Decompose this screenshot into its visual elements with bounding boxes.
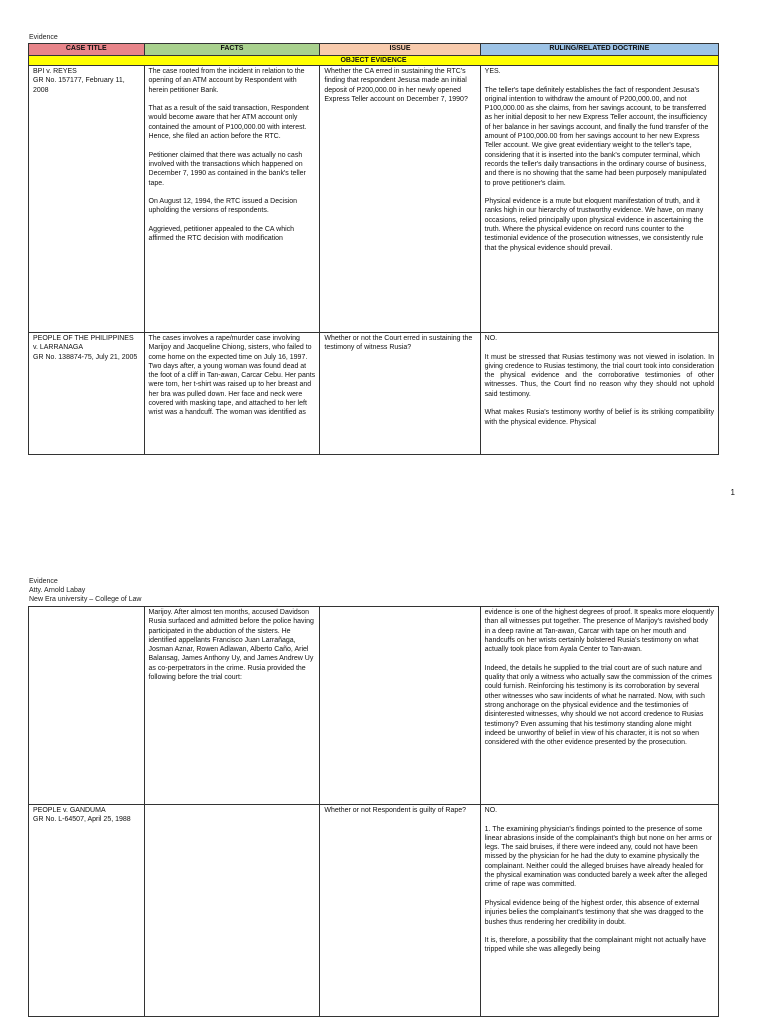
col-header-issue: ISSUE bbox=[320, 44, 480, 56]
facts-paragraph: The cases involves a rape/murder case involving Marijoy and Jacqueline Chiong, sisters, who failed to come home on the expected time on July 16, 1997. Two days after, a young woman was found dead at the foot of a cliff in Tan-awan, Carcar Cebu. Her pants were torn, her t-shirt was raised up to her breast and her bra was pulled down. Her face and neck were covered with masking tape, and attached to her left wrist was a handcuff. The woman was identified as bbox=[148, 335, 316, 417]
case-title-cell bbox=[29, 607, 145, 805]
issue-cell bbox=[320, 66, 480, 333]
ruling-verdict: NO. bbox=[484, 335, 498, 342]
col-header-facts: FACTS bbox=[144, 44, 320, 56]
case-citation: GR No. L-64507, April 25, 1988 bbox=[33, 816, 131, 824]
running-header: Evidence bbox=[29, 578, 58, 585]
table-row bbox=[29, 805, 719, 1017]
ruling-paragraph: The teller's tape definitely establishes the fact of respondent Jesusa's original intention to withdraw the amount of P200,000.00, and not P100,000.00 as she claims, from her savings account, to be transferred as her initial deposit to her new Express Teller account, the insufficiency of her balance in her savings account, and finally the fund transfer of the amount of P100,000.00 from her savings account to her new Express Teller account. We give great evidentiary weight to the teller's tape, considering that it is inserted into the bank's computer terminal, which records the teller's daily transactions in the ordinary course of business, and there is no showing that the same had been purposely manipulated to prove petitioner's claim. bbox=[484, 86, 709, 187]
issue-cell bbox=[320, 607, 480, 805]
ruling-paragraph: 1. The examining physician's findings pointed to the presence of some linear abrasions inside of the complainant's thigh but none on her arms or legs. The said bruises, if there were indeed any, could not have been missed by the physician for he had the duty to examine physically the complainant. Neither could the alleged bruises have already healed for the physical examination was conducted barely a week after the alleged crime of rape was committed. bbox=[484, 825, 713, 889]
ruling-paragraph: Physical evidence being of the highest order, this absence of external injuries belies the complainant's testimony that she was dragged to the bushes thus rendering her credibility in doubt. bbox=[484, 899, 704, 926]
facts-paragraph: Aggrieved, petitioner appealed to the CA which affirmed the RTC decision with modification bbox=[148, 226, 295, 243]
issue-text: Whether or not the Court erred in sustaining the testimony of witness Rusia? bbox=[324, 335, 473, 352]
header-row bbox=[29, 44, 719, 56]
ruling-paragraph: It must be stressed that Rusias testimony was not viewed in isolation. In giving credence to Rusias testimony, the trial court took into consideration the physical evidence and the corroborative testimonies of other witnesses. Thus, the Court find no reason why they should not uphold said testimony. bbox=[484, 353, 714, 398]
table-row bbox=[29, 333, 719, 455]
issue-text: Whether the CA erred in sustaining the RTC's finding that respondent Jesusa made an initial deposit of P200,000.00 in her newly opened Express Teller account on December 7, 1990? bbox=[324, 68, 468, 103]
case-name: PEOPLE OF THE PHILIPPINES v. LARRANAGA bbox=[33, 335, 134, 352]
author-line: Atty. Arnold Labay bbox=[29, 587, 86, 594]
facts-paragraph: The case rooted from the incident in relation to the opening of an ATM account by Respondent with herein petitioner Bank. bbox=[148, 68, 305, 94]
facts-cell bbox=[144, 607, 320, 805]
ruling-verdict: YES. bbox=[484, 68, 501, 75]
facts-paragraph: That as a result of the said transaction, Respondent would become aware that her ATM account only contained the amount of P100,000.00 with interest. Hence, she filed an action before the RTC. bbox=[148, 105, 309, 141]
issue-cell bbox=[320, 805, 480, 1017]
section-title: OBJECT EVIDENCE bbox=[29, 56, 719, 66]
case-title-cell bbox=[29, 66, 145, 333]
section-row bbox=[29, 56, 719, 66]
ruling-paragraph: What makes Rusia's testimony worthy of belief is its striking compatibility with the physical evidence. Physical bbox=[484, 409, 714, 426]
case-name: BPI v. REYES bbox=[33, 68, 77, 75]
ruling-cell bbox=[480, 805, 718, 1017]
case-digest-table-continued bbox=[28, 606, 719, 1017]
ruling-paragraph: Indeed, the details he supplied to the trial court are of such nature and quality that only a witness who actually saw the commission of the crimes could furnish. Reinforcing his testimony is its corroboration by several other witnesses who saw incidents of what he narrated. Now, with such strong anchorage on the physical evidence and the testimonies of disinterested witnesses, why should we not accord credence to Rusias testimony? Even assuming that his testimony standing alone might indeed be unworthy of belief in view of his character, it is not so when considered with the other evidence presented by the prosecution. bbox=[484, 664, 712, 747]
case-citation: GR No. 157177, February 11, 2008 bbox=[33, 77, 125, 94]
facts-paragraph: Petitioner claimed that there was actually no cash involved with the transactions which happened on December 7, 1990 as contained in the bank's teller tape. bbox=[148, 151, 306, 187]
col-header-ruling: RULING/RELATED DOCTRINE bbox=[480, 44, 718, 56]
facts-cell bbox=[144, 66, 320, 333]
ruling-cell bbox=[480, 333, 718, 455]
table-row bbox=[29, 66, 719, 333]
ruling-paragraph: evidence is one of the highest degrees of proof. It speaks more eloquently than all witnesses put together. The presence of Marijoy's ravished body in a deep ravine at Tan-awan, Carcar with tape on her mouth and handcuffs on her wrists certainly bolstered Rusia's testimony on what actually took place from Ayala Center to Tan-awan. bbox=[484, 609, 714, 654]
facts-cell bbox=[144, 333, 320, 455]
page-2 bbox=[0, 550, 768, 1024]
case-title-cell bbox=[29, 805, 145, 1017]
facts-paragraph: Marijoy. After almost ten months, accused Davidson Rusia surfaced and admitted before the police having participated in the abduction of the sisters. He identified appellants Francisco Juan Larrañaga, Josman Aznar, Rowen Adlawan, Alberto Caño, Ariel Balansag, James Anthony Uy, and James Andrew Uy as co-perpetrators in the crime. Rusia provided the following before the trial court: bbox=[148, 609, 314, 682]
running-header: Evidence bbox=[29, 34, 58, 41]
table-row bbox=[29, 607, 719, 805]
issue-text: Whether or not Respondent is guilty of Rape? bbox=[324, 807, 467, 814]
facts-cell bbox=[144, 805, 320, 1017]
case-name: PEOPLE v. GANDUMA bbox=[33, 807, 106, 814]
ruling-cell bbox=[480, 66, 718, 333]
ruling-verdict: NO. bbox=[484, 807, 498, 814]
ruling-paragraph: Physical evidence is a mute but eloquent manifestation of truth, and it ranks high in our hierarchy of trustworthy evidence. We have, on many occasions, relied principally upon physical evidence in ascertaining the truth. Where the physical evidence on record runs counter to the testimonial evidence of the prosecution witnesses, we consistently rule that the physical evidence should prevail. bbox=[484, 198, 704, 252]
case-citation: GR No. 138874-75, July 21, 2005 bbox=[33, 353, 138, 361]
case-digest-table bbox=[28, 43, 719, 455]
ruling-paragraph: It is, therefore, a possibility that the complainant might not actually have tripped while she was allegedly being bbox=[484, 937, 707, 954]
ruling-cell bbox=[480, 607, 718, 805]
case-title-cell bbox=[29, 333, 145, 455]
col-header-case-title: CASE TITLE bbox=[29, 44, 145, 56]
facts-paragraph: On August 12, 1994, the RTC issued a Decision upholding the versions of respondents. bbox=[148, 198, 298, 215]
issue-cell bbox=[320, 333, 480, 455]
page-number: 1 bbox=[730, 488, 735, 497]
school-line: New Era university – College of Law bbox=[29, 596, 142, 603]
